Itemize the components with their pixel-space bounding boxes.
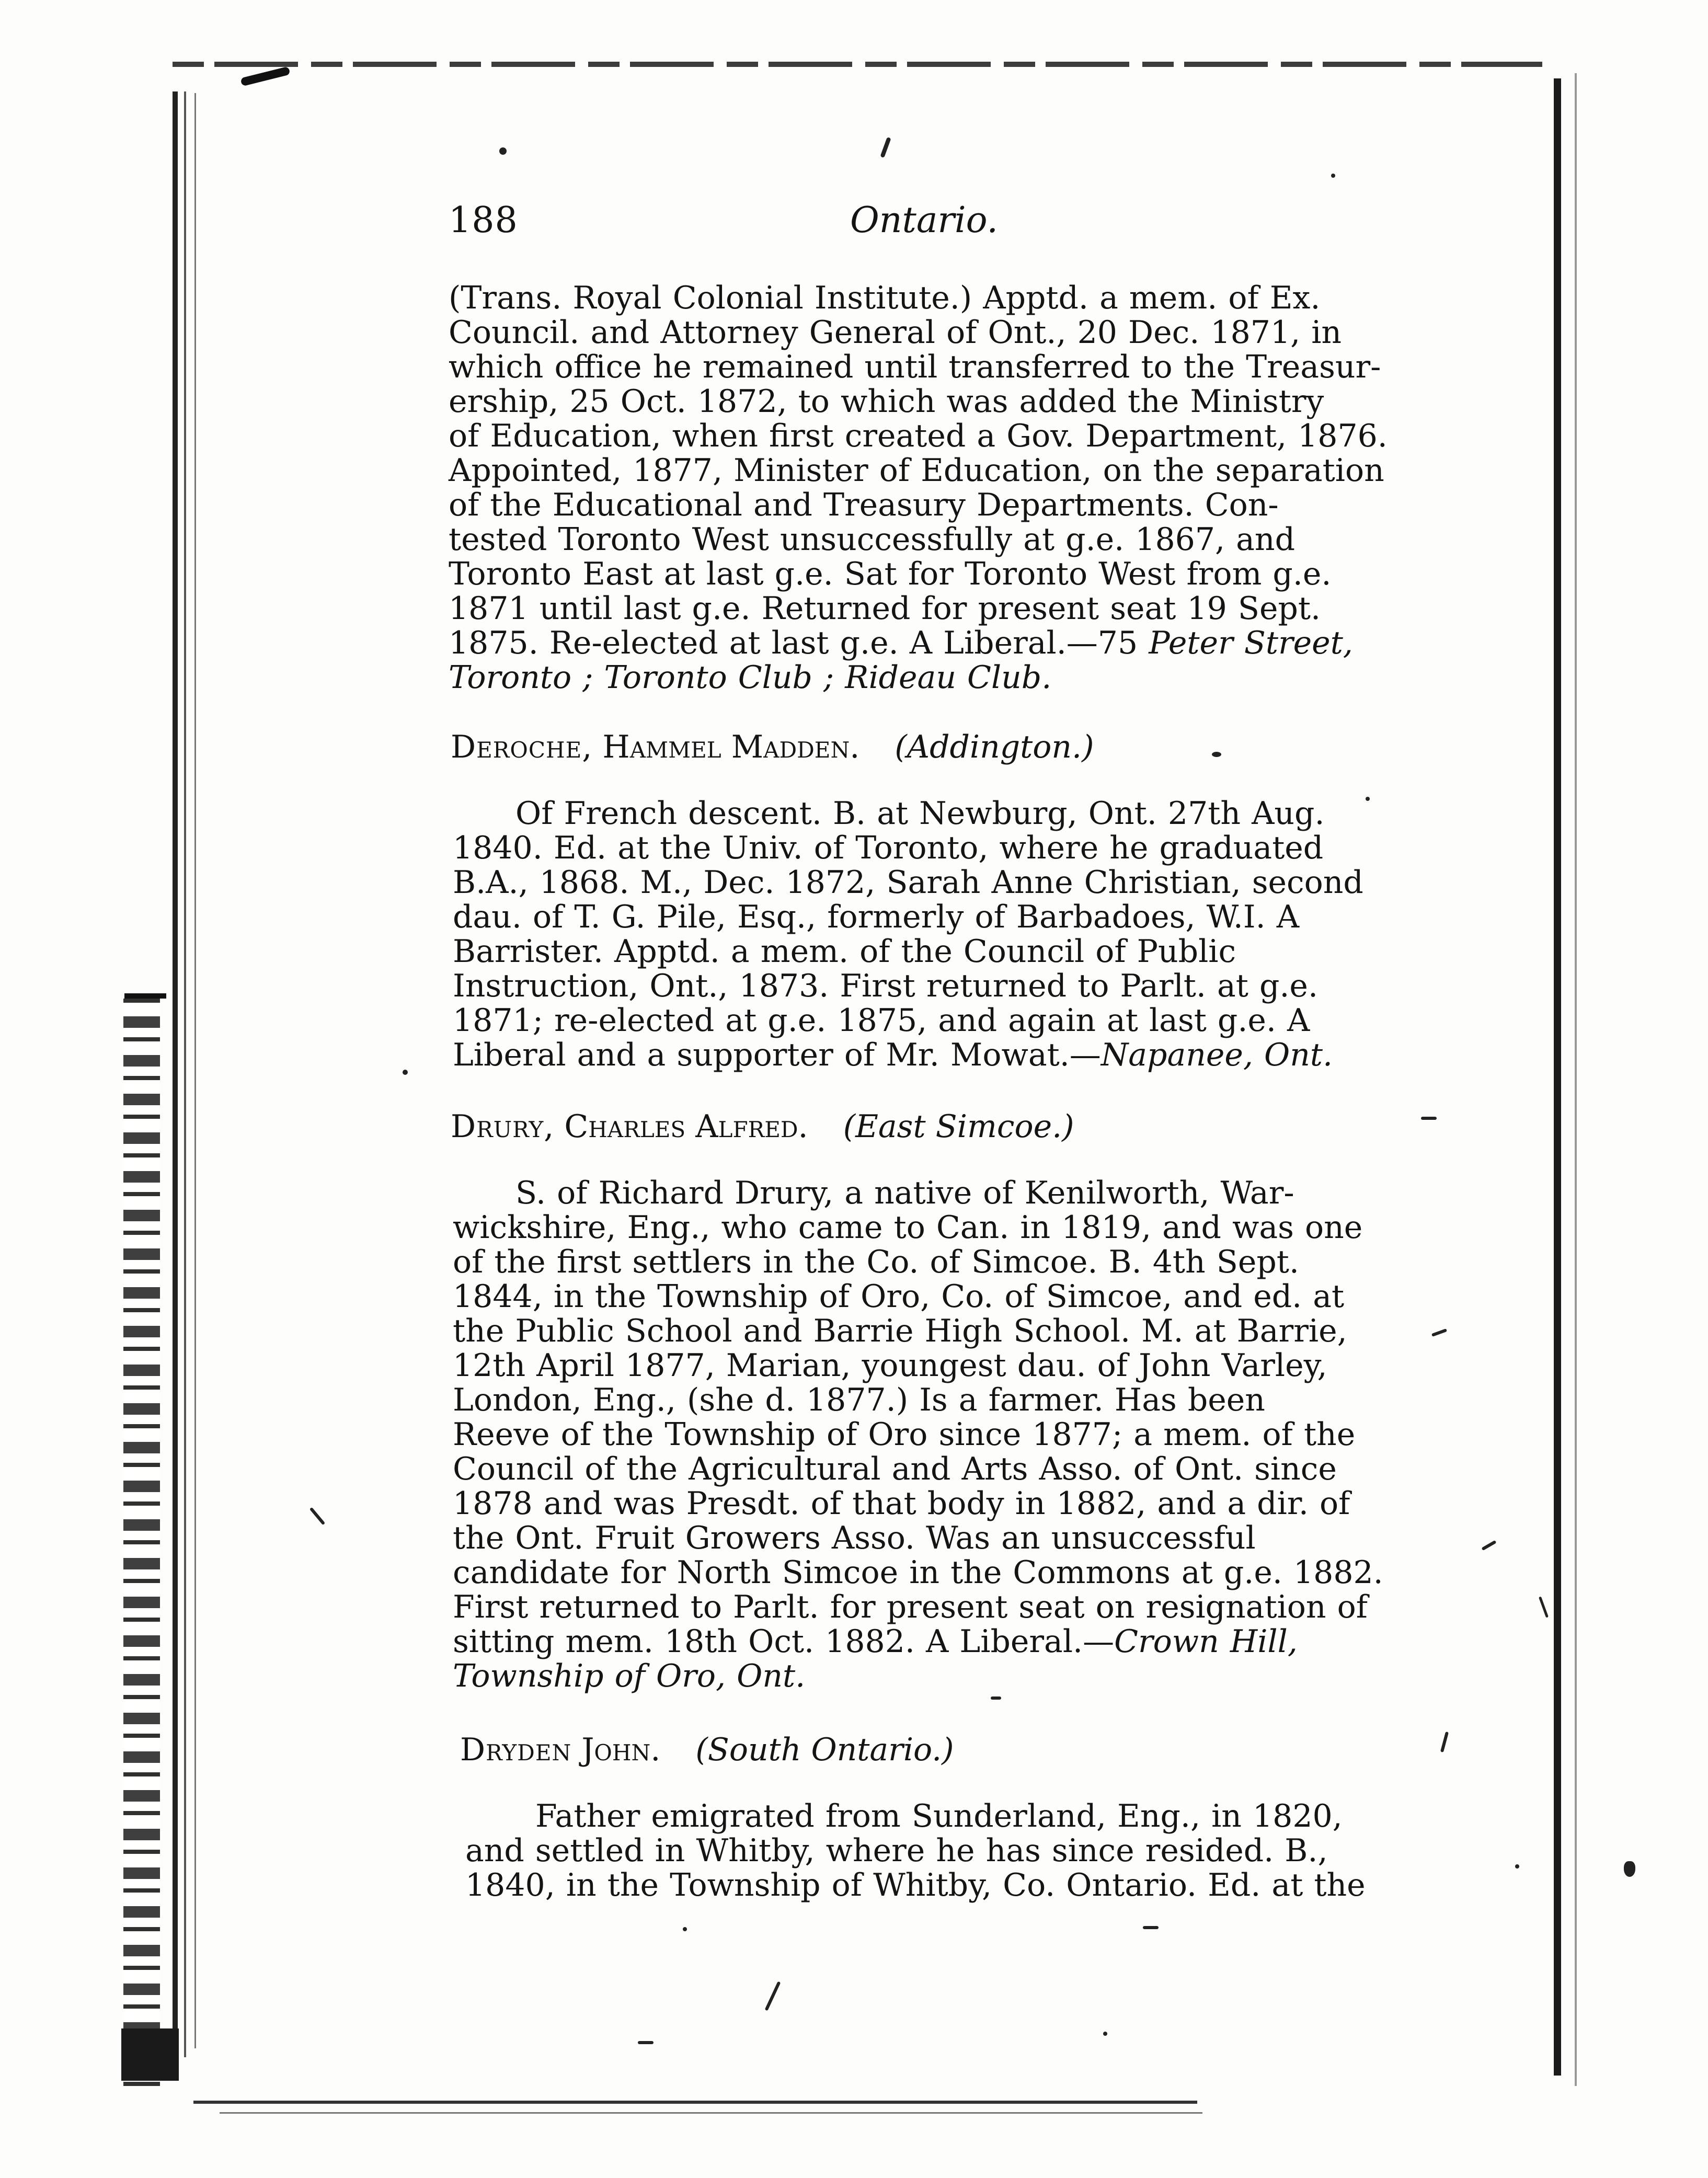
text-line: the Ont. Fruit Growers Asso. Was an unsuccessful <box>453 1520 1256 1556</box>
text-line: First returned to Parlt. for present seat on resignation of <box>453 1589 1368 1625</box>
page-number: 188 <box>449 200 518 241</box>
text-line: Council of the Agricultural and Arts Asso. of Ont. since <box>453 1451 1337 1487</box>
text-line: 1844, in the Township of Oro, Co. of Simcoe, and ed. at <box>453 1278 1345 1315</box>
text-line: Father emigrated from Sunderland, Eng., in 1820, <box>535 1798 1343 1835</box>
text-line: 1840, in the Township of Whitby, Co. Ontario. Ed. at the <box>465 1867 1366 1904</box>
text-line: of the Educational and Treasury Departments. Con- <box>449 487 1279 523</box>
speck <box>1331 174 1335 178</box>
speck <box>1440 1732 1449 1752</box>
entry-given-names: Charles Alfred. <box>564 1108 808 1145</box>
speck <box>403 1070 408 1075</box>
entry-given-names: John. <box>581 1732 661 1768</box>
address-line: Toronto ; Toronto Club ; Rideau Club. <box>449 659 1052 696</box>
text-line: candidate for North Simcoe in the Commons at g.e. 1882. <box>453 1554 1383 1591</box>
text-line: Barrister. Apptd. a mem. of the Council of Public <box>453 933 1236 970</box>
text-line: of Education, when first created a Gov. Department, 1876. <box>449 418 1388 454</box>
text-line: wickshire, Eng., who came to Can. in 1819, and was one <box>453 1209 1363 1246</box>
speck <box>1421 1117 1437 1120</box>
text-line: 1840. Ed. at the Univ. of Toronto, where he graduated <box>453 830 1324 866</box>
speck <box>1624 1861 1635 1877</box>
right-page-edge <box>1554 78 1561 2076</box>
speck <box>499 147 507 155</box>
text-line: Of French descent. B. at Newburg, Ont. 27th Aug. <box>515 795 1325 832</box>
entry-constituency: (East Simcoe.) <box>843 1108 1074 1145</box>
text-line: dau. of T. G. Pile, Esq., formerly of Barbadoes, W.I. A <box>453 899 1300 935</box>
text-line: tested Toronto West unsuccessfully at g.e. 1867, and <box>449 521 1295 558</box>
text-fragment: Liberal and a supporter of Mr. Mowat.— <box>453 1037 1101 1073</box>
left-page-edge <box>173 91 178 2057</box>
text-line: which office he remained until transferred to the Treasur- <box>449 349 1381 385</box>
binding-artifact-block <box>121 2028 179 2081</box>
speck <box>991 1696 1001 1700</box>
address-fragment: Peter Street, <box>1149 625 1353 661</box>
bottom-page-edge-shadow <box>220 2112 1202 2114</box>
entry-surname: Deroche, <box>451 729 593 765</box>
text-line: 1871; re-elected at g.e. 1875, and again at last g.e. A <box>453 1002 1310 1039</box>
running-head: Ontario. <box>850 200 999 241</box>
address-fragment: Crown Hill, <box>1114 1623 1298 1660</box>
address-fragment: Napanee, Ont. <box>1101 1037 1333 1073</box>
speck <box>638 2041 654 2044</box>
entry-constituency: (Addington.) <box>895 729 1094 765</box>
speck <box>683 1927 687 1931</box>
text-line <box>453 1039 1333 1071</box>
speck <box>1103 2032 1107 2036</box>
text-line: (Trans. Royal Colonial Institute.) Apptd. a mem. of Ex. <box>449 280 1321 316</box>
text-line: S. of Richard Drury, a native of Kenilworth, War- <box>515 1175 1294 1211</box>
top-edge-artifact <box>173 62 1542 67</box>
speck <box>1515 1864 1519 1869</box>
speck <box>765 1981 781 2011</box>
text-line: Council. and Attorney General of Ont., 20 Dec. 1871, in <box>449 314 1342 351</box>
binding-artifact <box>123 999 160 2086</box>
speck <box>1431 1328 1447 1337</box>
left-page-edge-shadow <box>194 93 196 2048</box>
text-line: 1871 until last g.e. Returned for present seat 19 Sept. <box>449 590 1321 627</box>
speck <box>1366 797 1370 801</box>
right-page-edge-shadow <box>1575 73 1577 2086</box>
speck <box>1539 1596 1549 1618</box>
left-page-edge-inner <box>184 91 186 2057</box>
speck <box>1143 1926 1159 1929</box>
text-line: Instruction, Ont., 1873. First returned to Parlt. at g.e. <box>453 968 1319 1004</box>
speck <box>1212 752 1221 757</box>
text-line <box>453 1623 1298 1660</box>
entry-heading <box>460 1732 954 1768</box>
bottom-page-edge <box>193 2101 1197 2104</box>
speck <box>880 137 891 158</box>
binding-artifact-top <box>124 993 166 999</box>
text-line: and settled in Whitby, where he has since resided. B., <box>465 1832 1328 1869</box>
text-line: B.A., 1868. M., Dec. 1872, Sarah Anne Christian, second <box>453 864 1363 901</box>
address-line: Township of Oro, Ont. <box>453 1658 806 1694</box>
text-line: ership, 25 Oct. 1872, to which was added the Ministry <box>449 383 1324 420</box>
entry-surname: Dryden <box>460 1732 572 1768</box>
text-fragment: 1875. Re-elected at last g.e. A Liberal.—75 <box>449 625 1149 661</box>
text-line: Reeve of the Township of Oro since 1877; a mem. of the <box>453 1416 1356 1453</box>
entry-heading <box>451 1108 1074 1145</box>
text-line: 12th April 1877, Marian, youngest dau. of John Varley, <box>453 1347 1327 1384</box>
text-line: 1878 and was Presdt. of that body in 1882, and a dir. of <box>453 1485 1350 1522</box>
text-line: Toronto East at last g.e. Sat for Toronto West from g.e. <box>449 556 1332 592</box>
text-line: Appointed, 1877, Minister of Education, on the separation <box>449 452 1384 489</box>
ink-mark <box>240 66 290 87</box>
entry-heading <box>451 729 1094 765</box>
text-line: of the first settlers in the Co. of Simcoe. B. 4th Sept. <box>453 1244 1299 1280</box>
entry-surname: Drury, <box>451 1108 555 1145</box>
entry-given-names: Hammel Madden. <box>602 729 860 765</box>
speck <box>309 1507 325 1525</box>
speck <box>1482 1540 1497 1551</box>
text-line <box>449 627 1353 659</box>
text-fragment: sitting mem. 18th Oct. 1882. A Liberal.— <box>453 1623 1115 1660</box>
text-line: London, Eng., (she d. 1877.) Is a farmer. Has been <box>453 1382 1265 1418</box>
entry-constituency: (South Ontario.) <box>695 1732 954 1768</box>
text-line: the Public School and Barrie High School. M. at Barrie, <box>453 1313 1347 1349</box>
